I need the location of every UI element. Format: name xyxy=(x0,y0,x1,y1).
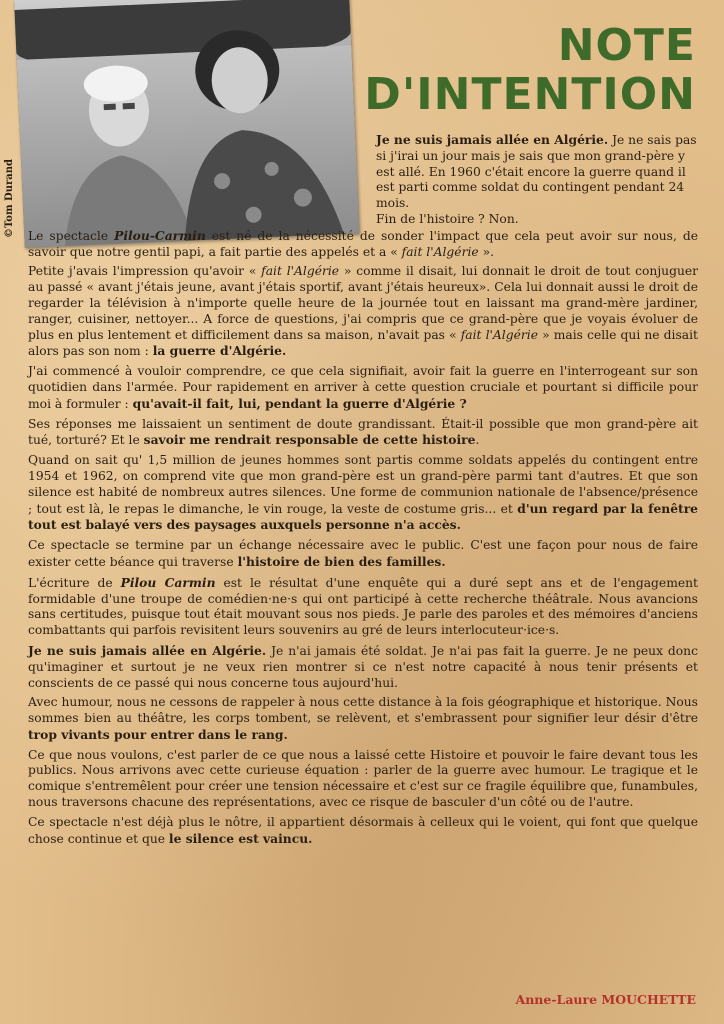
paragraph-8: Je ne suis jamais allée en Algérie. Je n'ai jamais été soldat. Je n'ai pas fait la guerre. Je ne peux donc qu'imaginer et surtout je ne veux rien montrer si ce n'est notre capacité à nous tenir présents et conscients de ce passé qui nous concerne tous aujourd'hui. xyxy=(28,642,698,690)
show-title: Pilou-Carmin xyxy=(114,227,206,243)
paragraph-4: Ses réponses me laissaient un sentiment de doute grandissant. Était-il possible que mon grand-père ait tué, torturé? Et le savoir me rendrait responsable de cette histoire. xyxy=(28,416,698,448)
paragraph-2: Petite j'avais l'impression qu'avoir « fait l'Algérie » comme il disait, lui donnait le droit de tout conjuguer au passé « avant j'étais jeune, avant j'étais sportif, avant j'étais heureux». Cela lui donnait aussi le droit de regarder la télévision à n'importe quelle heure de la journée tout en laissant ma grand-mère jardiner, ranger, cuisiner, nettoyer... A force de questions, j'ai compris que ce grand-père que je voyais évoluer de plus en plus lentement et difficilement dans sa maison, n'avait pas « fait l'Algérie » mais celle qui ne disait alors pas son nom : la guerre d'Algérie. xyxy=(28,264,699,359)
intro-end: Fin de l'histoire ? Non. xyxy=(376,211,519,226)
intro-bold: Je ne suis jamais allée en Algérie. xyxy=(376,132,609,147)
title-line-2: D'INTENTION xyxy=(364,69,696,120)
photo-credit: ©Tom Durand xyxy=(4,159,15,238)
title-line-1: NOTE xyxy=(557,20,696,71)
intro-paragraph xyxy=(376,132,698,228)
paragraph-7: L'écriture de Pilou Carmin est le résultat d'une enquête qui a duré sept ans et de l'engagement formidable d'une troupe de comédien·ne·s qui ont participé à cette recherche théâtrale. Nous avancions sans certitudes, puisque tout était mouvant sous nos pieds. Je parle des paroles et des mémoires d'anciens combattants qui parfois revisitent leurs souvenirs au gré de leurs interlocuteur·ice·s. xyxy=(28,574,698,638)
page-title xyxy=(364,22,696,120)
paragraph-6: Ce spectacle se termine par un échange nécessaire avec le public. C'est une façon pour nous de faire exister cette béance qui traverse l'histoire de bien des familles. xyxy=(28,538,698,569)
paragraph-3: J'ai commencé à vouloir comprendre, ce que cela signifiait, avoir fait la guerre en l'interrogeant sur son quotidien dans l'armée. Pour rapidement en arriver à cette question cruciale et pourtant si difficile pour moi à formuler : qu'avait-il fait, lui, pendant la guerre d'Algérie ? xyxy=(28,364,698,411)
paragraph-11: Ce spectacle n'est déjà plus le nôtre, il appartient désormais à celleux qui le voient, qui font que quelque chose continue et que le silence est vaincu. xyxy=(28,814,698,846)
paragraph-1: Le spectacle Pilou-Carmin est né de la nécessité de sonder l'impact que cela peut avoir sur nous, de savoir que notre gentil papi, a fait partie des appelés et a « fait l'Algérie ». xyxy=(28,227,698,259)
paragraph-10: Ce que nous voulons, c'est parler de ce que nous a laissé cette Histoire et pouvoir le faire devant tous les publics. Nous arrivons avec cette curieuse équation : parler de la guerre avec humour. Le tragique et le comique s'entremêlent pour créer une tension nécessaire et c'est sur ce fragile équilibre que, funambules, nous traversons chacune des représentations, avec ce risque de basculer d'un côté ou de l'autre. xyxy=(28,747,698,810)
paragraph-5: Quand on sait qu' 1,5 million de jeunes hommes sont partis comme soldats appelés du contingent entre 1954 et 1962, on comprend vite que mon grand-père est un grand-père parmi tant d'autres. Et que son silence est habité de nombreux autres silences. Une forme de communion nationale de l'absence/présence ; tout est là, le repas le dimanche, le vin rouge, la veste de costume gris... et d'un regard par la fenêtre tout est balayé vers des paysages auxquels personne n'a accès. xyxy=(28,453,699,533)
article-body xyxy=(28,132,698,851)
show-title: Pilou Carmin xyxy=(120,574,216,590)
author-signature: Anne-Laure MOUCHETTE xyxy=(515,992,696,1007)
paragraph-9: Avec humour, nous ne cessons de rappeler à nous cette distance à la fois géographique et historique. Nous sommes bien au théâtre, les corps tombent, se relèvent, et s'embrassent pour signifier leur désir d'être trop vivants pour entrer dans le rang. xyxy=(28,695,698,742)
intro-text: Je ne sais pas si j'irai un jour mais je sais que mon grand-père y est allé. En 1960 c'était encore la guerre quand il est parti comme soldat du contingent pendant 24 mois. xyxy=(376,133,697,211)
